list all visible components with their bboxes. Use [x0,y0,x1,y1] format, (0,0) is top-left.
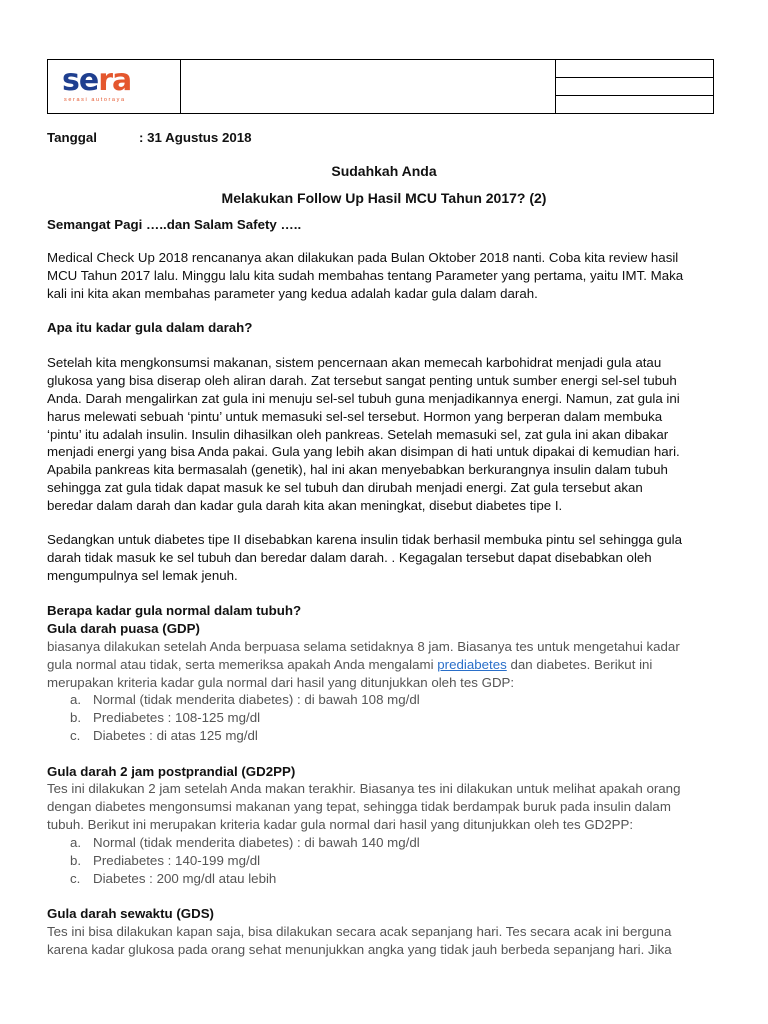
company-logo [62,64,131,98]
gd2pp-list-item [70,853,260,868]
list-text: Normal (tidak menderita diabetes) : di bawah 108 mg/dl [93,692,420,707]
list-text: Diabetes : 200 mg/dl atau lebih [93,871,277,886]
question-heading-2: Berapa kadar gula normal dalam tubuh? [47,603,302,618]
date-row [47,130,722,145]
paragraph-1-line: harus melewati sebuah ‘pintu’ untuk memasuki sel-sel tersebut. Hormon yang berperan dalam membuka [47,409,663,424]
gds-text-line: Tes ini bisa dilakukan kapan saja, bisa dilakukan secara acak sepanjang hari. Tes secara acak ini berguna [47,924,672,939]
logo-cell [48,60,181,113]
gds-text-line: karena kadar glukosa pada orang sehat menunjukkan angka yang tidak jauh berbeda sepanjang hari. Jika [47,942,672,957]
prediabetes-link[interactable]: prediabetes [437,657,507,672]
gd2pp-text-line: dengan diabetes mengonsumsi makanan yang tepat, sehingga tidak berdampak buruk pada insulin dalam [47,799,671,814]
logo-text-se: se [62,63,99,98]
paragraph-1-line: ‘pintu’ itu adalah insulin. Insulin dihasilkan oleh pankreas. Setelah memasuki sel, zat gula ini akan dibakar [47,427,669,442]
logo-text-ra: ra [98,63,132,98]
list-marker: b. [70,710,82,725]
gdp-list-item [70,710,260,725]
paragraph-1-line: beredar dalam darah dan kadar gula darah kita akan meningkat, disebut diabetes tipe I. [47,498,563,513]
date-value: : 31 Agustus 2018 [139,130,252,145]
gdp-text-part: dan diabetes. Berikut ini [506,657,653,672]
intro-line: kali ini kita akan membahas parameter yang kedua adalah kadar gula dalam darah. [47,286,538,301]
header-info-row [556,78,713,96]
gdp-list-item [70,728,258,743]
paragraph-1-line: menjadi energi yang bisa Anda pakai. Gula yang lebih akan disimpan di hati untuk dipakai di kemudian hari. [47,444,680,459]
gd2pp-text-line: tubuh. Berikut ini merupakan kriteria kadar gula normal dari hasil yang ditunjukkan oleh tes GD2PP: [47,817,634,832]
logo-subtext: serasi autoraya [64,97,126,103]
paragraph-2-line: Sedangkan untuk diabetes tipe II disebabkan karena insulin tidak berhasil membuka pintu sel sehingga gula [47,532,682,547]
paragraph-1-line: glukosa yang bisa diserap oleh aliran darah. Zat tersebut sangat penting untuk sumber energi sel-sel tubuh [47,373,677,388]
list-text: Normal (tidak menderita diabetes) : di bawah 140 mg/dl [93,835,420,850]
gd2pp-text-line: Tes ini dilakukan 2 jam setelah Anda makan terakhir. Biasanya tes ini dilakukan untuk melihat apakah orang [47,781,681,796]
list-text: Prediabetes : 108-125 mg/dl [93,710,261,725]
intro-line: Medical Check Up 2018 rencananya akan dilakukan pada Bulan Oktober 2018 nanti. Coba kita review hasil [47,250,679,265]
header-title-cell [181,60,556,113]
gdp-text-part: gula normal atau tidak, serta memeriksa apakah Anda mengalami [47,657,438,672]
gdp-text-line: merupakan kriteria kadar gula normal dari hasil yang ditunjukkan oleh tes GDP: [47,675,515,690]
title-line-2: Melakukan Follow Up Hasil MCU Tahun 2017? (2) [221,190,547,206]
paragraph-2-line: mengumpulnya sel lemak jenuh. [47,568,238,583]
list-text: Diabetes : di atas 125 mg/dl [93,728,258,743]
paragraph-1-line: Apabila pankreas kita bermasalah (genetik), hal ini akan menyebabkan berkurangnya insulin dalam tubuh [47,462,668,477]
list-text: Prediabetes : 140-199 mg/dl [93,853,261,868]
header-info-cells [556,60,713,113]
paragraph-1-line: Anda. Darah mengalirkan zat gula ini menuju sel-sel tubuh guna menjadikannya energi. Namun, zat gula ini [47,391,680,406]
gdp-list-item [70,692,420,707]
gd2pp-heading: Gula darah 2 jam postprandial (GD2PP) [47,764,296,779]
question-heading-1: Apa itu kadar gula dalam darah? [47,320,253,335]
date-label: Tanggal [47,130,97,145]
paragraph-1-line: sehingga zat gula tidak dapat masuk ke sel tubuh dan dirubah menjadi energi. Zat gula tersebut akan [47,480,643,495]
list-marker: a. [70,835,82,850]
list-marker: b. [70,853,82,868]
list-marker: c. [70,871,81,886]
document-header-table [47,59,714,114]
paragraph-2-line: darah tidak masuk ke sel tubuh dan beredar dalam darah. . Kegagalan tersebut dapat disebabkan oleh [47,550,652,565]
header-info-row [556,96,713,113]
gds-heading: Gula darah sewaktu (GDS) [47,906,214,921]
gdp-heading: Gula darah puasa (GDP) [47,621,200,636]
gdp-text-line [47,657,722,672]
list-marker: c. [70,728,81,743]
greeting: Semangat Pagi …..dan Salam Safety ….. [47,217,302,232]
gd2pp-list-item [70,871,276,886]
gd2pp-list-item [70,835,420,850]
paragraph-1-line: Setelah kita mengkonsumsi makanan, sistem pencernaan akan memecah karbohidrat menjadi gula atau [47,355,662,370]
gdp-text-line: biasanya dilakukan setelah Anda berpuasa selama setidaknya 8 jam. Biasanya tes untuk mengetahui kadar [47,639,680,654]
title-line-1: Sudahkah Anda [331,163,437,179]
list-marker: a. [70,692,82,707]
header-info-row [556,60,713,78]
intro-line: MCU Tahun 2017 lalu. Minggu lalu kita sudah membahas tentang Parameter yang pertama, yaitu IMT. Maka [47,268,684,283]
